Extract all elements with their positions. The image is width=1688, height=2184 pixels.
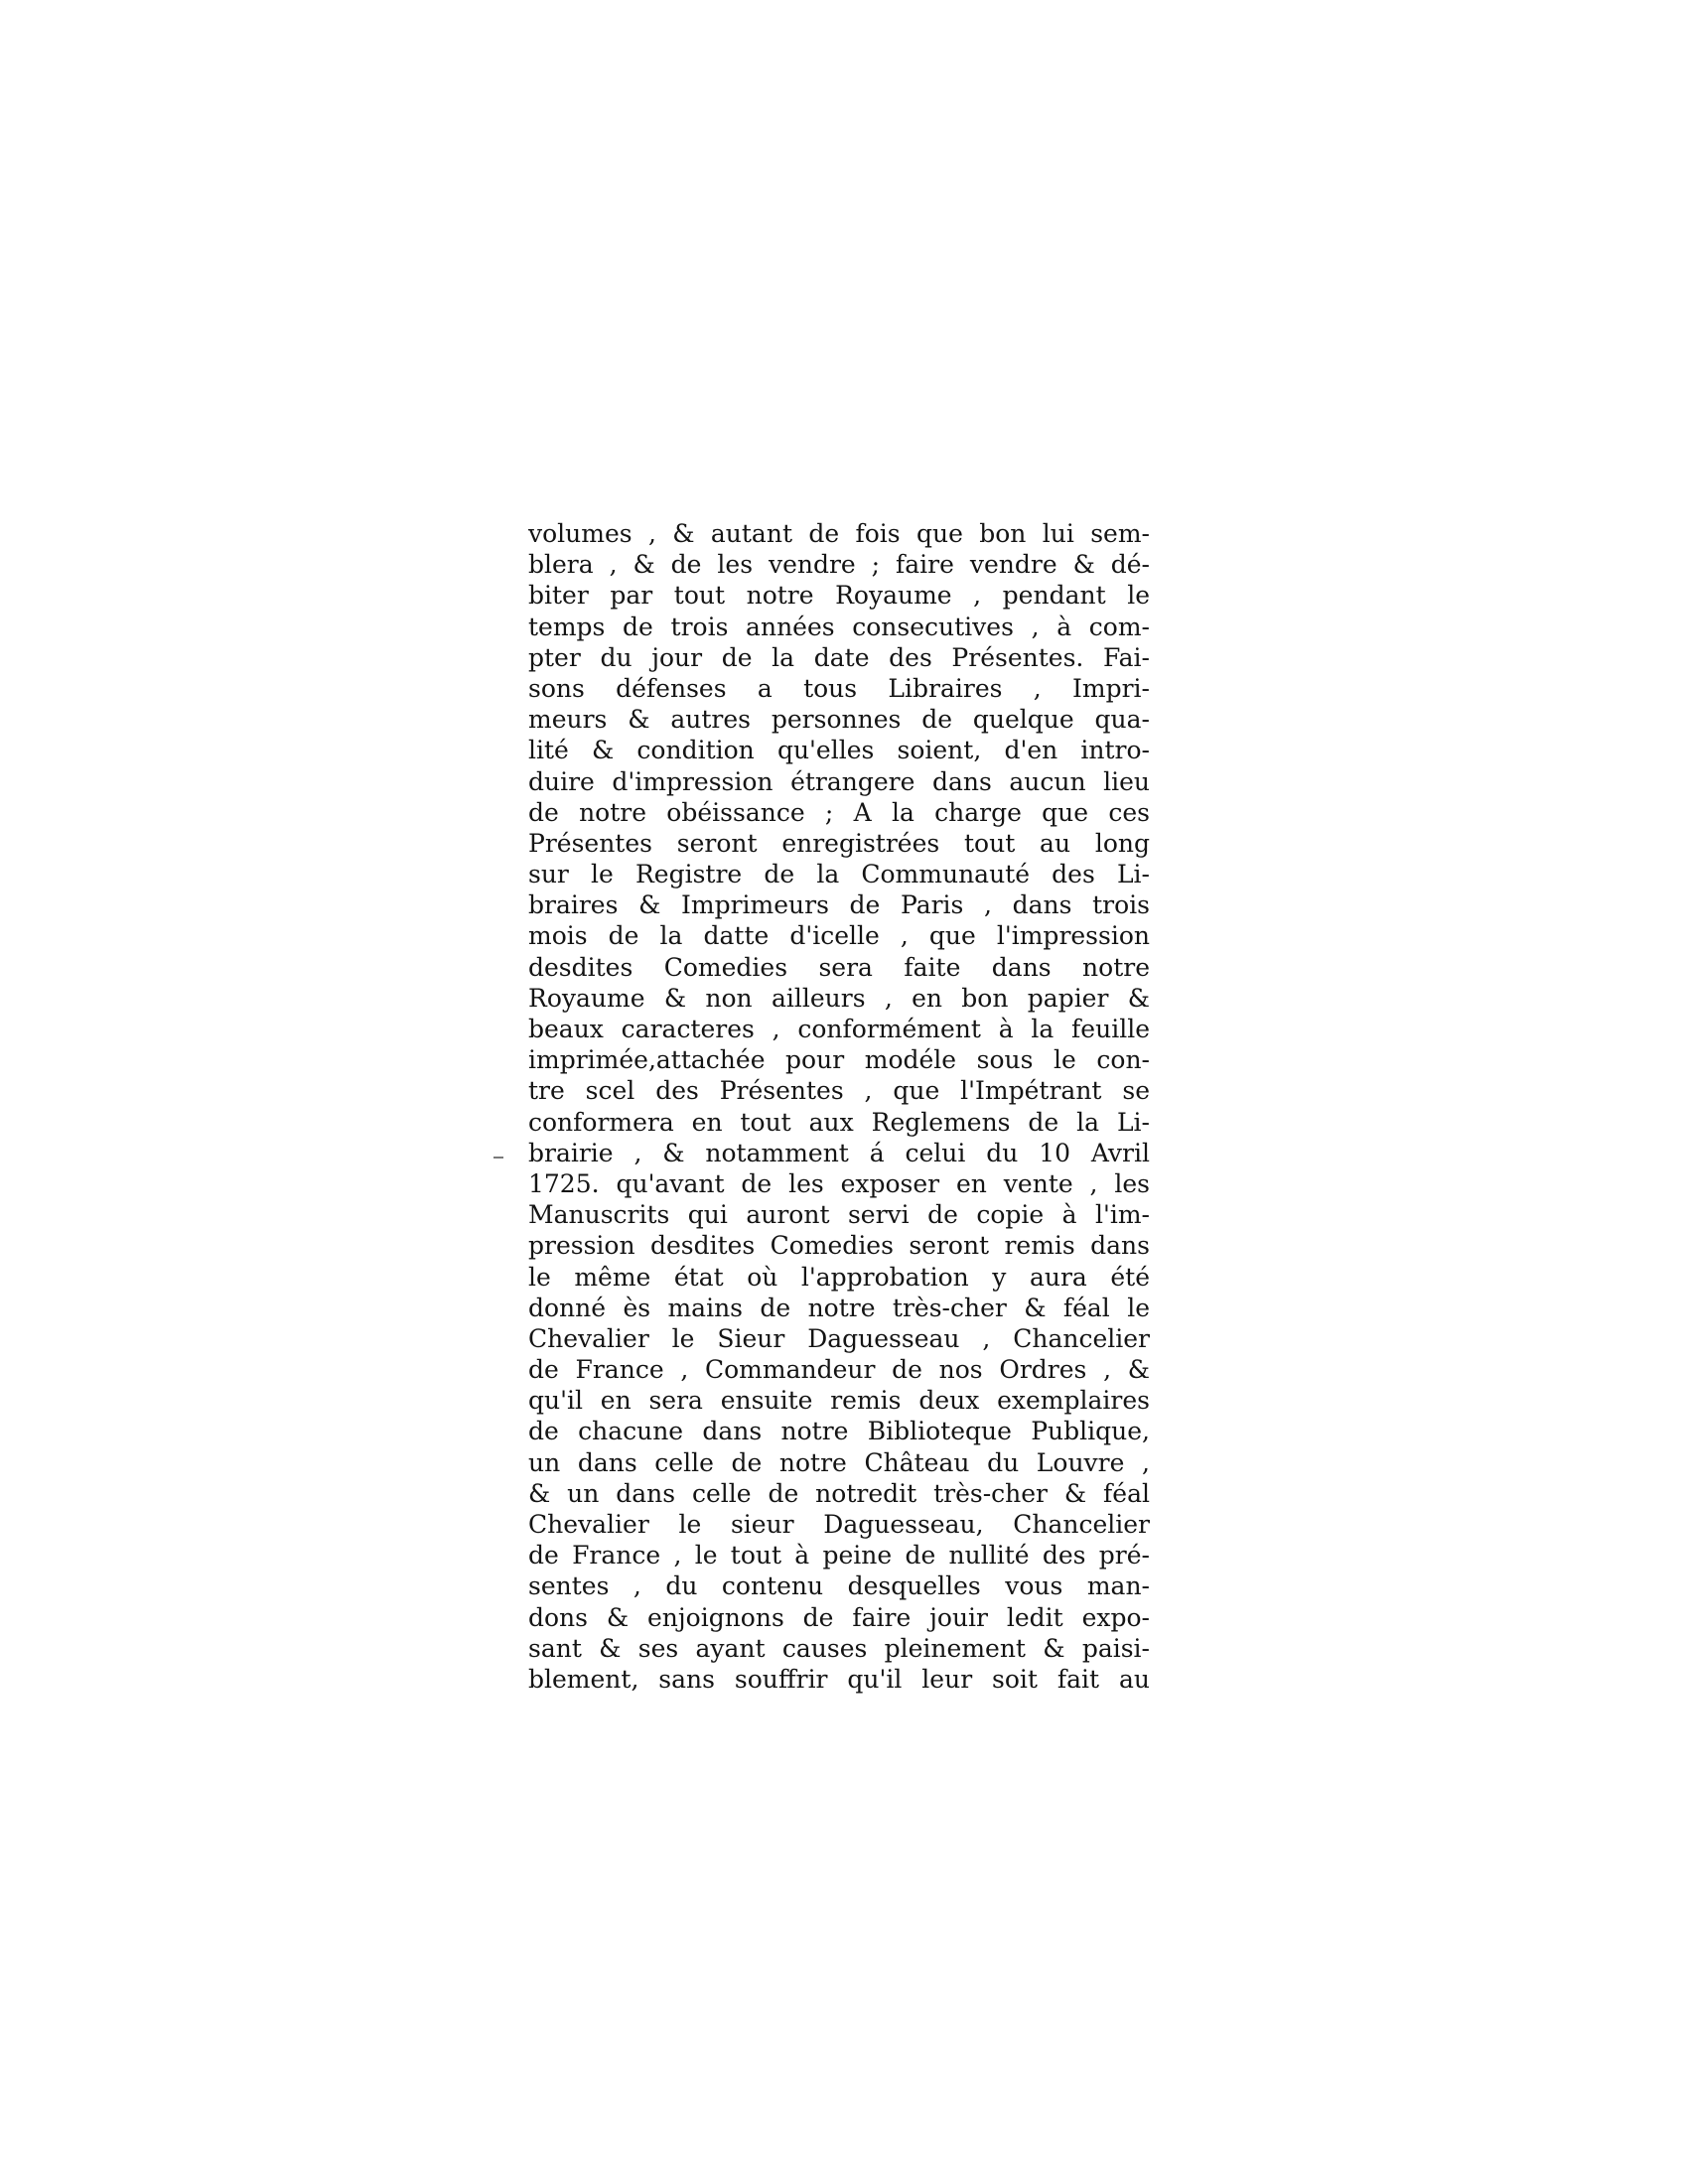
text-line: 1725. qu'avant de les exposer en vente , les (528, 1168, 1150, 1198)
text-line: blera , & de les vendre ; faire vendre & dé- (528, 550, 1150, 580)
body-text (528, 518, 1150, 1695)
text-line: tre scel des Présentes , que l'Impétrant se (528, 1076, 1150, 1106)
margin-mark (493, 1157, 503, 1159)
text-line: de France , Commandeur de nos Ordres , & (528, 1355, 1150, 1385)
text-line: sentes , du contenu desquelles vous man- (528, 1571, 1150, 1601)
text-line: Royaume & non ailleurs , en bon papier & (528, 983, 1150, 1013)
text-line: blement, sans souffrir qu'il leur soit fait au (528, 1664, 1150, 1694)
text-line: volumes , & autant de fois que bon lui sem- (528, 519, 1150, 548)
text-line: de notre obéissance ; A la charge que ces (528, 797, 1150, 827)
text-line: Chevalier le sieur Daguesseau, Chancelier (528, 1510, 1150, 1539)
text-line: meurs & autres personnes de quelque qua- (528, 705, 1150, 735)
text-line: lité & condition qu'elles soient, d'en intro- (528, 736, 1150, 765)
text-line: qu'il en sera ensuite remis deux exemplaires (528, 1386, 1150, 1416)
text-line: & un dans celle de notredit très-cher & féal (528, 1478, 1150, 1508)
text-line: Présentes seront enregistrées tout au long (528, 828, 1150, 858)
text-line: conformera en tout aux Reglemens de la Li- (528, 1107, 1150, 1137)
text-line: le même état où l'approbation y aura été (528, 1262, 1150, 1292)
text-line: imprimée,attachée pour modéle sous le con- (528, 1045, 1150, 1075)
text-line: Chevalier le Sieur Daguesseau , Chancelier (528, 1323, 1150, 1353)
text-line: mois de la datte d'icelle , que l'impression (528, 921, 1150, 951)
text-line: beaux caracteres , conformément à la feuille (528, 1015, 1150, 1043)
text-line: Manuscrits qui auront servi de copie à l'im- (528, 1200, 1150, 1230)
text-line: dons & enjoignons de faire jouir ledit expo- (528, 1602, 1150, 1632)
text-line: de France , le tout à peine de nullité des pré- (528, 1541, 1150, 1570)
text-line: sons défenses a tous Libraires , Impri- (528, 673, 1150, 703)
text-line: pter du jour de la date des Présentes. Fai- (528, 642, 1150, 672)
text-line: biter par tout notre Royaume , pendant le (528, 581, 1150, 611)
text-line: braires & Imprimeurs de Paris , dans trois (528, 890, 1150, 920)
text-line: de chacune dans notre Biblioteque Publique, (528, 1417, 1150, 1446)
text-line: desdites Comedies sera faite dans notre (528, 952, 1150, 982)
text-line: pression desdites Comedies seront remis dans (528, 1231, 1150, 1261)
text-line: temps de trois années consecutives , à com- (528, 612, 1150, 641)
text-line: brairie , & notamment á celui du 10 Avril (528, 1138, 1150, 1167)
text-line: duire d'impression étrangere dans aucun lieu (528, 766, 1150, 796)
text-line: sant & ses ayant causes pleinement & paisi- (528, 1633, 1150, 1663)
text-line: sur le Registre de la Communauté des Li- (528, 860, 1150, 889)
text-line: donné ès mains de notre très-cher & féal le (528, 1293, 1150, 1322)
text-line: un dans celle de notre Château du Louvre , (528, 1447, 1150, 1477)
